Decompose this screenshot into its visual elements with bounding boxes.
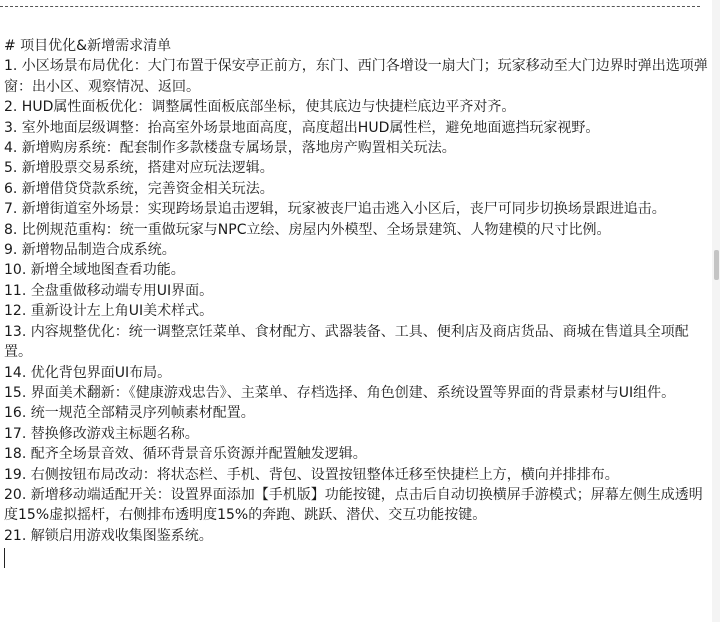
list-item: 17. 替换修改游戏主标题名称。: [4, 425, 199, 442]
list-item: 21. 解锁启用游戏收集图鉴系统。: [4, 527, 213, 544]
top-divider: [0, 6, 700, 7]
list-item: 18. 配齐全场景音效、循环背景音乐资源并配置触发逻辑。: [4, 446, 367, 463]
list-item: 14. 优化背包界面UI布局。: [4, 364, 172, 381]
list-item: 10. 新增全域地图查看功能。: [4, 262, 185, 279]
list-item: 3. 室外地面层级调整：抬高室外场景地面高度，高度超出HUD属性栏，避免地面遮挡玩家视野。: [4, 119, 600, 136]
list-item: 2. HUD属性面板优化：调整属性面板底部坐标，使其底边与快捷栏底边平齐对齐。: [4, 99, 516, 116]
list-item: 11. 全盘重做移动端专用UI界面。: [4, 282, 214, 299]
list-item: 4. 新增购房系统：配套制作多款楼盘专属场景，落地房产购置相关玩法。: [4, 140, 456, 157]
list-item: 16. 统一规范全部精灵序列帧素材配置。: [4, 405, 255, 422]
text-cursor: [4, 548, 5, 568]
list-item: 9. 新增物品制造合成系统。: [4, 242, 176, 259]
list-item: 13. 内容规整优化：统一调整烹饪菜单、食材配方、武器装备、工具、便利店及商店货品、商城在售道具全项配置。: [4, 323, 689, 361]
vertical-scrollbar[interactable]: [712, 0, 720, 622]
list-item: 6. 新增借贷贷款系统，完善资金相关玩法。: [4, 180, 274, 197]
list-item: 8. 比例规范重构：统一重做玩家与NPC立绘、房屋内外模型、全场景建筑、人物建模的尺寸比例。: [4, 221, 611, 238]
list-item: 5. 新增股票交易系统，搭建对应玩法逻辑。: [4, 160, 274, 177]
text-editor-area[interactable]: [4, 36, 709, 568]
list-item: 15. 界面美术翻新：《健康游戏忠告》、主菜单、存档选择、角色创建、系统设置等界面的背景素材与UI组件。: [4, 384, 676, 401]
list-item: 12. 重新设计左上角UI美术样式。: [4, 303, 214, 320]
list-item: 19. 右侧按钮布局改动：将状态栏、手机、背包、设置按钮整体迁移至快捷栏上方，横向并排排布。: [4, 466, 619, 483]
scrollbar-thumb[interactable]: [714, 250, 719, 280]
document-heading: # 项目优化&新增需求清单: [4, 38, 172, 54]
list-item: 1. 小区场景布局优化：大门布置于保安亭正前方，东门、西门各增设一扇大门；玩家移动至大门边界时弹出选项弹窗：出小区、观察情况、返回。: [4, 58, 708, 95]
list-item: 7. 新增街道室外场景：实现跨场景追击逻辑，玩家被丧尸追击逃入小区后，丧尸可同步切换场景跟进追击。: [4, 201, 666, 218]
list-item: 20. 新增移动端适配开关：设置界面添加【手机版】功能按键，点击后自动切换横屏手游模式；屏幕左侧生成透明度15%虚拟摇杆，右侧排布透明度15%的奔跑、跳跃、潜伏、交互功能按键。: [4, 486, 703, 524]
